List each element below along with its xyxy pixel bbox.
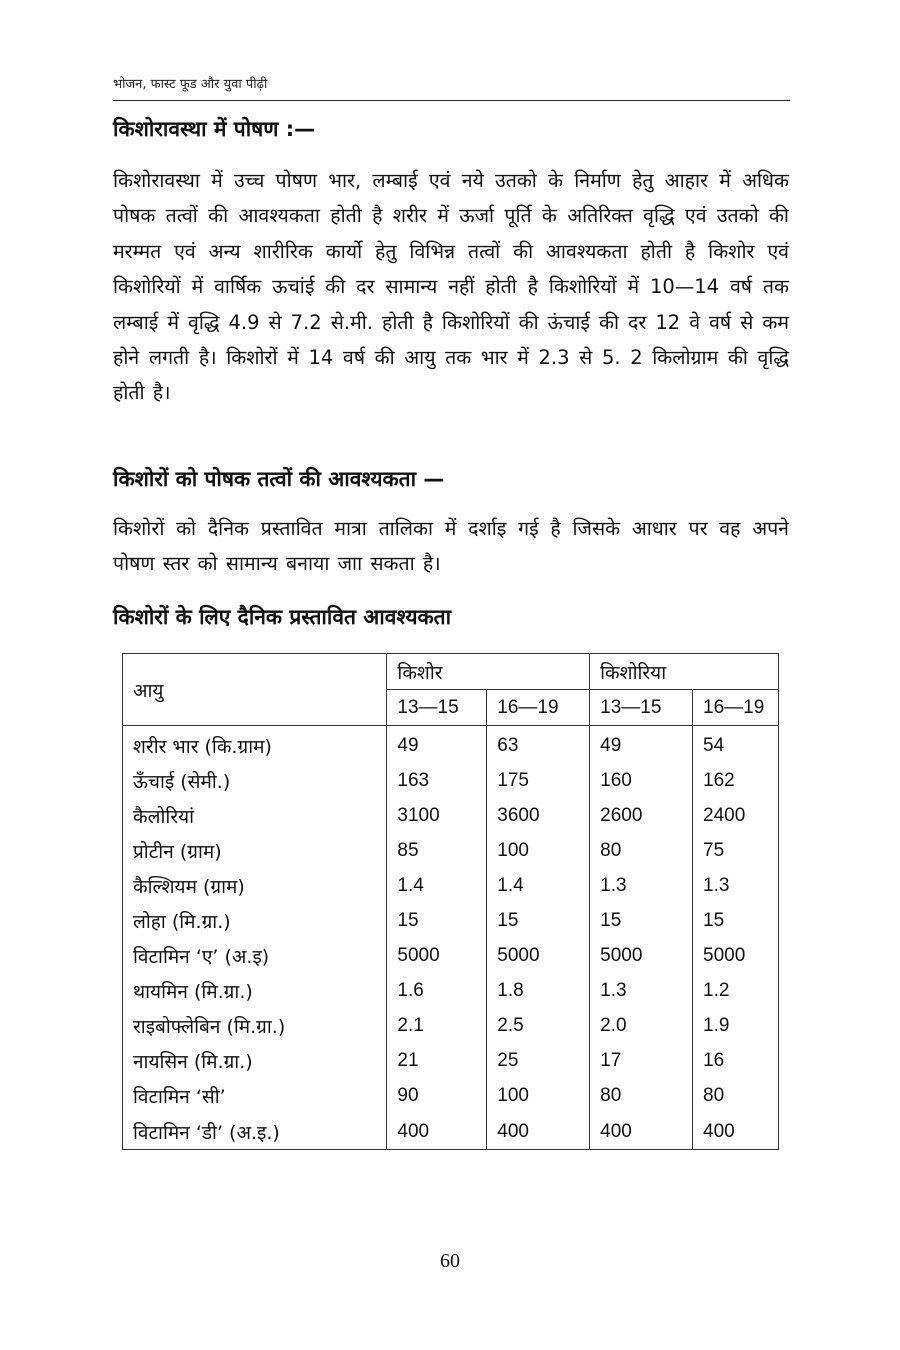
nutrient-value: 1.3: [590, 974, 693, 1009]
table-row: [123, 974, 779, 1009]
nutrient-value: 1.9: [693, 1009, 779, 1044]
nutrient-label: कैल्शियम (ग्राम): [123, 868, 387, 903]
table-row: [123, 833, 779, 868]
nutrient-label: प्रोटीन (ग्राम): [123, 833, 387, 868]
nutrient-value: 2.1: [387, 1009, 487, 1044]
section-heading-nutrient-needs: किशोरों को पोषक तत्वों की आवश्यकता —: [113, 467, 445, 491]
table-row: [123, 763, 779, 798]
age-header: आयु: [123, 654, 387, 726]
paragraph-nutrition: किशोरावस्था में उच्च पोषण भार, लम्बाई एवं नये उतको के निर्माण हेतु आहार में अधिक पोषक तत्वों की आवश्यकता होती है शरीर में ऊर्जा पूर्ति के अतिरिक्त वृद्धि एवं उतको की मरम्मत एवं अन्य शारीरिक कार्यो हेतु विभिन्न तत्वों की आवश्यकता होती है किशोर एवं किशोरियों में वार्षिक ऊचांई की दर सामान्य नहीं होती है किशोरियों में 10—14 वर्ष तक लम्बाई में वृद्धि 4.9 से 7.2 से.मी. होती है किशोरियों की ऊंचाई की दर 12 वे वर्ष से कम होने लगती है। किशोरों में 14 वर्ष की आयु तक भार में 2.3 से 5. 2 किलोग्राम की वृद्धि होती है।: [113, 169, 789, 405]
nutrient-value: 21: [387, 1044, 487, 1079]
nutrient-value: 400: [487, 1114, 590, 1150]
nutrient-value: 17: [590, 1044, 693, 1079]
nutrient-value: 163: [387, 763, 487, 798]
nutrient-value: 1.8: [487, 974, 590, 1009]
nutrient-value: 1.3: [590, 868, 693, 903]
nutrient-value: 400: [693, 1114, 779, 1150]
nutrient-label: थायमिन (मि.ग्रा.): [123, 974, 387, 1009]
nutrient-value: 15: [590, 903, 693, 938]
nutrient-value: 2.5: [487, 1009, 590, 1044]
header-divider: [113, 100, 790, 101]
paragraph-nutrient-needs: किशोरों को दैनिक प्रस्तावित मात्रा तालिका में दर्शाइ गई है जिसके आधार पर वह अपने पोषण स्तर को सामान्य बनाया जाा सकता है।: [113, 517, 789, 576]
nutrient-value: 400: [387, 1114, 487, 1150]
nutrient-value: 175: [487, 763, 590, 798]
girls-header: किशोरिया: [590, 654, 779, 690]
age-range-header: 13—15: [387, 690, 487, 726]
table-row: [123, 1114, 779, 1150]
table-row: [123, 1079, 779, 1114]
table-row: [123, 726, 779, 764]
section-heading-nutrition: किशोरावस्था में पोषण :—: [113, 117, 316, 141]
nutrient-value: 15: [387, 903, 487, 938]
age-range-header: 13—15: [590, 690, 693, 726]
nutrient-value: 100: [487, 833, 590, 868]
nutrient-label: राइबोफ्लेबिन (मि.ग्रा.): [123, 1009, 387, 1044]
nutrient-label: कैलोरियां: [123, 798, 387, 833]
nutrient-value: 1.3: [693, 868, 779, 903]
nutrient-label: नायसिन (मि.ग्रा.): [123, 1044, 387, 1079]
table-body: [123, 726, 779, 1150]
table-row: [123, 1044, 779, 1079]
nutrient-value: 15: [487, 903, 590, 938]
table-row: [123, 868, 779, 903]
nutrient-value: 160: [590, 763, 693, 798]
nutrient-value: 25: [487, 1044, 590, 1079]
nutrient-value: 80: [590, 1079, 693, 1114]
nutrient-value: 400: [590, 1114, 693, 1150]
nutrient-label: शरीर भार (कि.ग्राम): [123, 726, 387, 764]
nutrient-value: 5000: [693, 939, 779, 974]
nutrient-value: 1.4: [487, 868, 590, 903]
table-row: [123, 798, 779, 833]
boys-header: किशोर: [387, 654, 590, 690]
nutrient-label: विटामिन ‘ए’ (अ.इ): [123, 939, 387, 974]
nutrient-value: 5000: [590, 939, 693, 974]
nutrient-value: 75: [693, 833, 779, 868]
nutrient-value: 1.6: [387, 974, 487, 1009]
nutrient-value: 100: [487, 1079, 590, 1114]
nutrient-value: 2600: [590, 798, 693, 833]
nutrient-value: 80: [590, 833, 693, 868]
nutrient-value: 85: [387, 833, 487, 868]
nutrient-value: 5000: [487, 939, 590, 974]
page-number: 60: [440, 1250, 460, 1272]
table-row: [123, 903, 779, 938]
nutrient-value: 49: [387, 726, 487, 764]
nutrient-value: 162: [693, 763, 779, 798]
table-row: [123, 939, 779, 974]
table-row: [123, 1009, 779, 1044]
nutrient-label: लोहा (मि.ग्रा.): [123, 903, 387, 938]
running-header: भोजन, फास्ट फूड और युवा पीढ़ी: [113, 77, 268, 92]
age-range-header: 16—19: [693, 690, 779, 726]
nutrient-value: 90: [387, 1079, 487, 1114]
nutrient-label: विटामिन ‘डी’ (अ.इ.): [123, 1114, 387, 1150]
nutrient-value: 1.2: [693, 974, 779, 1009]
nutrient-value: 3100: [387, 798, 487, 833]
nutrient-value: 54: [693, 726, 779, 764]
nutrient-label: विटामिन ‘सी’: [123, 1079, 387, 1114]
nutrient-label: ऊँचाई (सेमी.): [123, 763, 387, 798]
nutrient-value: 2400: [693, 798, 779, 833]
nutrient-value: 15: [693, 903, 779, 938]
nutrient-value: 49: [590, 726, 693, 764]
nutrient-value: 63: [487, 726, 590, 764]
nutrient-value: 80: [693, 1079, 779, 1114]
nutrient-value: 16: [693, 1044, 779, 1079]
nutrient-value: 5000: [387, 939, 487, 974]
nutrient-value: 1.4: [387, 868, 487, 903]
age-range-header: 16—19: [487, 690, 590, 726]
table-header-row: [123, 654, 779, 690]
nutrient-value: 2.0: [590, 1009, 693, 1044]
nutrition-table: [122, 653, 779, 1150]
table-title: किशोरों के लिए दैनिक प्रस्तावित आवश्यकता: [113, 605, 452, 629]
nutrient-value: 3600: [487, 798, 590, 833]
